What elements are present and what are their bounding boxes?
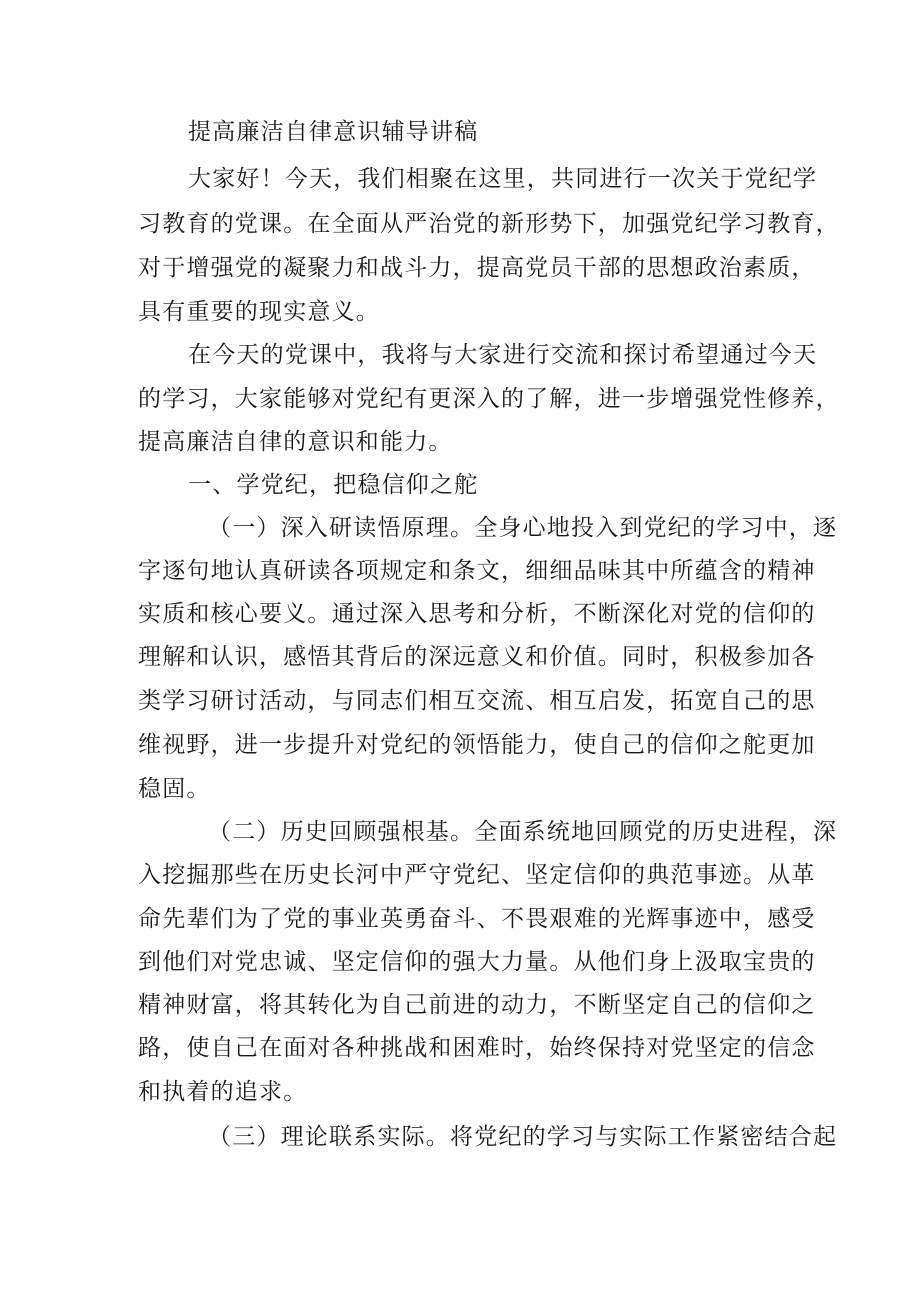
sub2-line-6: 路，使自己在面对各种挑战和困难时，始终保持对党坚定的信念 <box>138 1035 816 1061</box>
intro-line-3: 对于增强党的凝聚力和战斗力，提高党员干部的思想政治素质， <box>138 255 816 281</box>
sub2-line-1: （二）历史回顾强根基。全面系统地回顾党的历史进程，深 <box>208 819 838 845</box>
sub1-line-4: 理解和认识，感悟其背后的深远意义和价值。同时，积极参加各 <box>138 644 816 670</box>
section1-heading: 一、学党纪，把稳信仰之舵 <box>188 472 479 498</box>
para2-line-1: 在今天的党课中，我将与大家进行交流和探讨希望通过今天 <box>188 342 818 368</box>
sub1-line-7: 稳固。 <box>138 776 211 802</box>
sub2-line-5: 精神财富，将其转化为自己前进的动力，不断坚定自己的信仰之 <box>138 992 816 1018</box>
sub1-line-1: （一）深入研读悟原理。全身心地投入到党纪的学习中，逐 <box>208 515 838 541</box>
document-title: 提高廉洁自律意识辅导讲稿 <box>188 119 479 145</box>
sub1-line-2: 字逐句地认真研读各项规定和条文，细细品味其中所蕴含的精神 <box>138 558 816 584</box>
sub1-line-5: 类学习研讨活动，与同志们相互交流、相互启发，拓宽自己的思 <box>138 688 816 714</box>
sub1-line-6: 维视野，进一步提升对党纪的领悟能力，使自己的信仰之舵更加 <box>138 732 816 758</box>
sub2-line-7: 和执着的追求。 <box>138 1079 308 1105</box>
sub3-line-1: （三）理论联系实际。将党纪的学习与实际工作紧密结合起 <box>208 1124 838 1150</box>
sub2-line-4: 到他们对党忠诚、坚定信仰的强大力量。从他们身上汲取宝贵的 <box>138 949 816 975</box>
sub1-line-3: 实质和核心要义。通过深入思考和分析，不断深化对党的信仰的 <box>138 601 816 627</box>
sub2-line-3: 命先辈们为了党的事业英勇奋斗、不畏艰难的光辉事迹中，感受 <box>138 906 816 932</box>
intro-line-1: 大家好！今天，我们相聚在这里，共同进行一次关于党纪学 <box>188 166 818 192</box>
para2-line-2: 的学习，大家能够对党纪有更深入的了解，进一步增强党性修养， <box>138 386 840 412</box>
intro-line-2: 习教育的党课。在全面从严治党的新形势下，加强党纪学习教育， <box>138 211 840 237</box>
sub2-line-2: 入挖掘那些在历史长河中严守党纪、坚定信仰的典范事迹。从革 <box>138 862 816 888</box>
para2-line-3: 提高廉洁自律的意识和能力。 <box>138 429 453 455</box>
intro-line-4: 具有重要的现实意义。 <box>138 299 380 325</box>
